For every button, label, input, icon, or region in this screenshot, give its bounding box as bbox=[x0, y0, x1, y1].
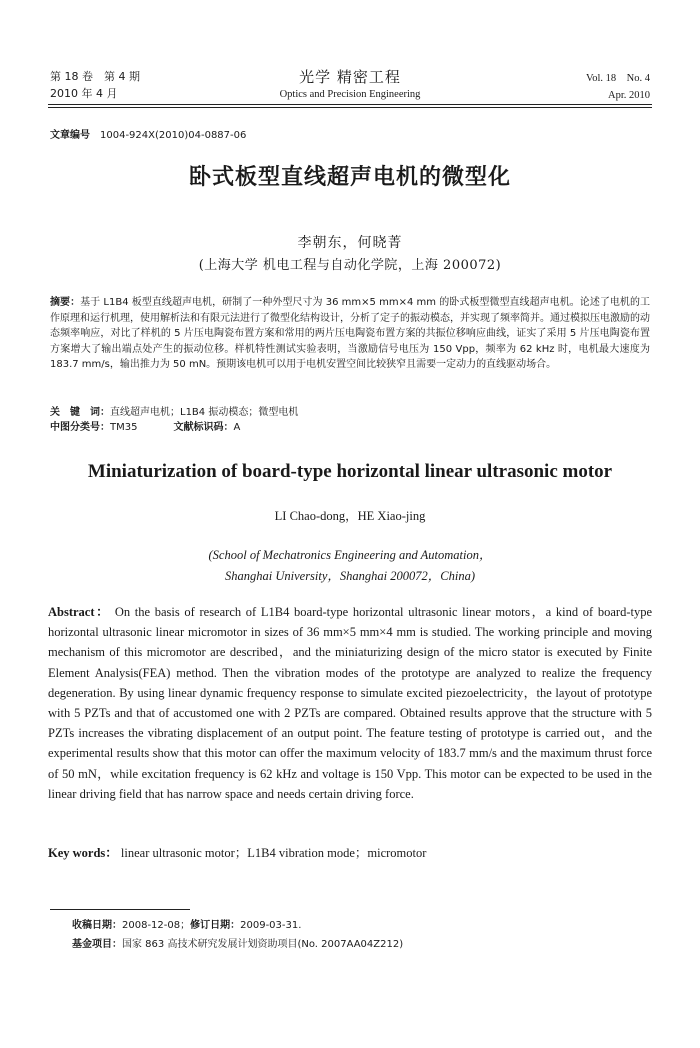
clc-value: TM35 bbox=[110, 422, 138, 433]
classification-line bbox=[50, 420, 650, 435]
keywords-cn: 直线超声电机；L1B4 振动模态；微型电机 bbox=[110, 407, 299, 418]
footnote-rule bbox=[50, 909, 190, 910]
header-volume-issue-en: Vol. 18 No. 4 bbox=[586, 73, 650, 84]
keywords-cn-line bbox=[50, 405, 650, 420]
keywords-en-label: Key words： bbox=[48, 846, 118, 860]
doc-code-label: 文献标识码： bbox=[173, 422, 234, 433]
affiliation-en-line1: (School of Mechatronics Engineering and Automation， bbox=[208, 548, 492, 562]
journal-title-cn: 光学 精密工程 bbox=[299, 68, 401, 86]
footnotes bbox=[72, 916, 403, 954]
affiliation-cn: (上海大学 机电工程与自动化学院，上海 200072) bbox=[198, 258, 502, 273]
footnote-dates bbox=[72, 916, 403, 935]
paper-title-en: Miniaturization of board-type horizontal linear ultrasonic motor bbox=[87, 461, 613, 482]
revised-date: 2009-03-31. bbox=[240, 920, 302, 931]
paper-title-cn: 卧式板型直线超声电机的微型化 bbox=[188, 165, 511, 190]
authors-cn: 李朝东，何晓菁 bbox=[297, 235, 403, 251]
header-date-en: Apr. 2010 bbox=[608, 90, 650, 101]
article-number-value: 1004-924X(2010)04-0887-06 bbox=[100, 130, 247, 141]
revised-label: 修订日期： bbox=[190, 920, 241, 931]
abstract-en-label: Abstract： bbox=[48, 605, 111, 619]
abstract-en bbox=[48, 602, 652, 804]
doc-code-value: A bbox=[233, 422, 241, 433]
keywords-en: linear ultrasonic motor；L1B4 vibration mode；micromotor bbox=[120, 846, 427, 860]
affiliation-en bbox=[0, 545, 700, 587]
fund-label: 基金项目： bbox=[72, 939, 122, 950]
received-label: 收稿日期： bbox=[72, 920, 122, 931]
clc-label: 中图分类号： bbox=[50, 422, 110, 433]
keywords-cn-block bbox=[50, 405, 650, 435]
abstract-cn-text: 基于 L1B4 板型直线超声电机，研制了一种外型尺寸为 36 mm×5 mm×4 mm 的卧式板型微型直线超声电机。论述了电机的工作原理和运行机理，使用解析法和有限元法进行了微型化结构设计，分析了定子的振动模态，并实现了频率简并。通过模拟压电激励的动态频率响应，对比了样机的 5 片压电陶瓷布置方案和常用的两片压电陶瓷布置方案的共振位移响应曲线，证实了采用 5 片压电陶瓷布置方案增大了输出端点处产生的振动位移。样机特性测试实验表明，当激励信号电压为 150 Vpp，频率为 62 kHz 时，电机最大速度为 183.7 mm/s，输出推力为 50 mN。预期该电机可以用于电机安置空间比较狭窄且需要一定动力的直线驱动场合。 bbox=[50, 297, 651, 371]
footnote-fund bbox=[72, 935, 403, 954]
fund-text: 国家 863 高技术研究发展计划资助项目(No. 2007AA04Z212) bbox=[122, 939, 404, 950]
keywords-cn-label: 关 键 词： bbox=[50, 407, 110, 418]
abstract-cn-label: 摘要： bbox=[50, 297, 81, 308]
header-rule-top bbox=[48, 104, 652, 105]
header-volume-issue-cn: 第 18 卷 第 4 期 bbox=[50, 70, 140, 83]
article-number bbox=[50, 126, 246, 141]
article-number-label: 文章编号 bbox=[50, 130, 90, 141]
authors-en: LI Chao-dong，HE Xiao-jing bbox=[274, 509, 426, 523]
abstract-cn bbox=[50, 295, 650, 373]
header-date-cn: 2010 年 4 月 bbox=[50, 87, 118, 100]
affiliation-en-line2: Shanghai University，Shanghai 200072，China) bbox=[225, 569, 475, 583]
abstract-en-text: On the basis of research of L1B4 board-type horizontal ultrasonic linear motors，a kind of board-type horizontal ultrasonic linear micromotor in sizes of 36 mm×5 mm×4 mm is studied. The working principle and moving mechanism of this micromotor are described，and the miniaturizing design of the micro stator is executed by Finite Element Analysis(FEA) method. Then the vibration modes of the prototype are analyzed to realize the frequency degeneration. By using linear dynamic frequency response to simulate excited piezoelectricity，the layout of prototype with 5 PZTs and that of accustomed one with 2 PZTs are compared. Obtained results approve that the structure with 5 PZTs increases the vibrating displacement of an output point. The feature testing of prototype is carried out，and the experimental results show that this motor can offer the maximum velocity of 183.7 mm/s and the maximum thrust force of 50 mN，while excitation frequency is 62 kHz and voltage is 150 Vpp. This motor can be expected to be used in the linear driving field that has narrow space and needs certain driving force. bbox=[48, 605, 653, 801]
keywords-en-line bbox=[48, 844, 652, 862]
header-volume-info-en bbox=[586, 70, 650, 104]
header-rule-bottom bbox=[48, 107, 652, 108]
journal-title-en: Optics and Precision Engineering bbox=[279, 89, 421, 100]
received-date: 2008-12-08； bbox=[122, 920, 191, 931]
